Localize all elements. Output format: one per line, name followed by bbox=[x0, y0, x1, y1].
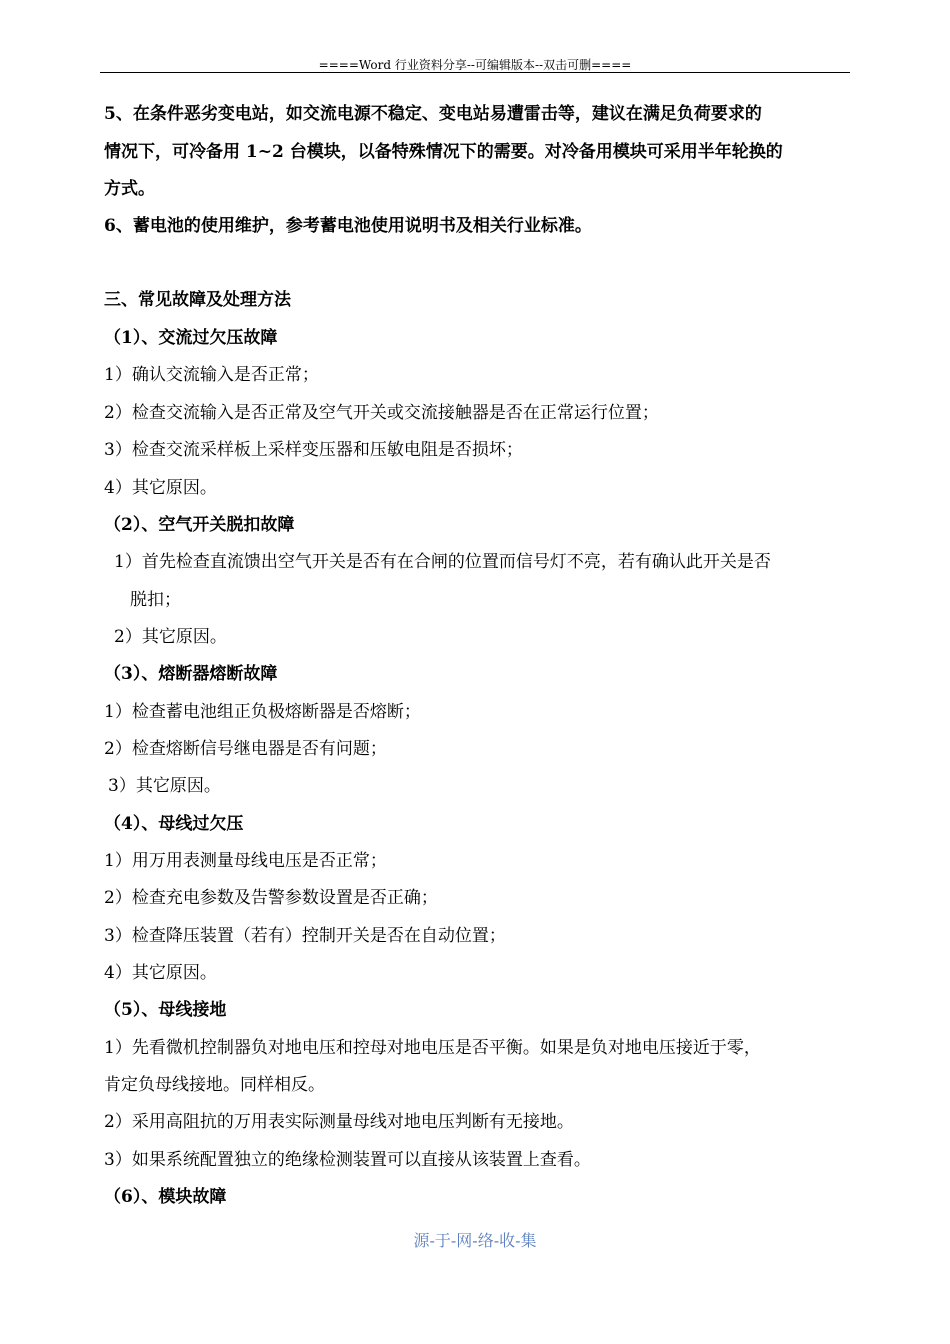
section-heading: 三、常见故障及处理方法 bbox=[104, 290, 291, 310]
page-header: ====Word 行业资料分享--可编辑版本--双击可删==== bbox=[318, 58, 632, 72]
page-footer: 源-于-网-络-收-集 bbox=[413, 1231, 537, 1250]
item-6: 6、蓄电池的使用维护，参考蓄电池使用说明书及相关行业标准。 bbox=[104, 216, 592, 236]
header-divider bbox=[100, 72, 850, 73]
list-item: 1）先看微机控制器负对地电压和控母对地电压是否平衡。如果是负对地电压接近于零， bbox=[104, 1038, 761, 1058]
subheading-1: （1）、交流过欠压故障 bbox=[104, 328, 278, 348]
list-item: 2）采用高阻抗的万用表实际测量母线对地电压判断有无接地。 bbox=[104, 1112, 574, 1132]
list-item: 2）检查熔断信号继电器是否有问题； bbox=[104, 739, 387, 759]
list-item: 2）其它原因。 bbox=[114, 627, 227, 647]
subheading-6: （6）、模块故障 bbox=[104, 1187, 227, 1207]
list-item: 2）检查充电参数及告警参数设置是否正确； bbox=[104, 888, 438, 908]
subheading-5: （5）、母线接地 bbox=[104, 1000, 227, 1020]
list-item: 3）其它原因。 bbox=[108, 776, 221, 796]
item-5-line-1: 5、在条件恶劣变电站，如交流电源不稳定、变电站易遭雷击等，建议在满足负荷要求的 bbox=[104, 104, 762, 124]
list-item: 1）确认交流输入是否正常； bbox=[104, 365, 319, 385]
list-item: 4）其它原因。 bbox=[104, 963, 217, 983]
list-item: 3）如果系统配置独立的绝缘检测装置可以直接从该装置上查看。 bbox=[104, 1150, 591, 1170]
subheading-4: （4）、母线过欠压 bbox=[104, 814, 244, 834]
list-item: 3）检查交流采样板上采样变压器和压敏电阻是否损坏； bbox=[104, 440, 523, 460]
subheading-2: （2）、空气开关脱扣故障 bbox=[104, 515, 295, 535]
list-item-continuation: 脱扣； bbox=[130, 590, 181, 610]
item-5-line-2: 情况下，可冷备用 1~2 台模块，以备特殊情况下的需要。对冷备用模块可采用半年轮换的 bbox=[104, 142, 783, 162]
list-item-continuation: 肯定负母线接地。同样相反。 bbox=[104, 1075, 325, 1095]
item-5-line-3: 方式。 bbox=[104, 179, 155, 199]
list-item: 4）其它原因。 bbox=[104, 478, 217, 498]
list-item: 1）首先检查直流馈出空气开关是否有在合闸的位置而信号灯不亮，若有确认此开关是否 bbox=[114, 552, 771, 572]
list-item: 3）检查降压装置（若有）控制开关是否在自动位置； bbox=[104, 926, 506, 946]
list-item: 1）检查蓄电池组正负极熔断器是否熔断； bbox=[104, 702, 421, 722]
subheading-3: （3）、熔断器熔断故障 bbox=[104, 664, 278, 684]
list-item: 1）用万用表测量母线电压是否正常； bbox=[104, 851, 387, 871]
list-item: 2）检查交流输入是否正常及空气开关或交流接触器是否在正常运行位置； bbox=[104, 403, 659, 423]
